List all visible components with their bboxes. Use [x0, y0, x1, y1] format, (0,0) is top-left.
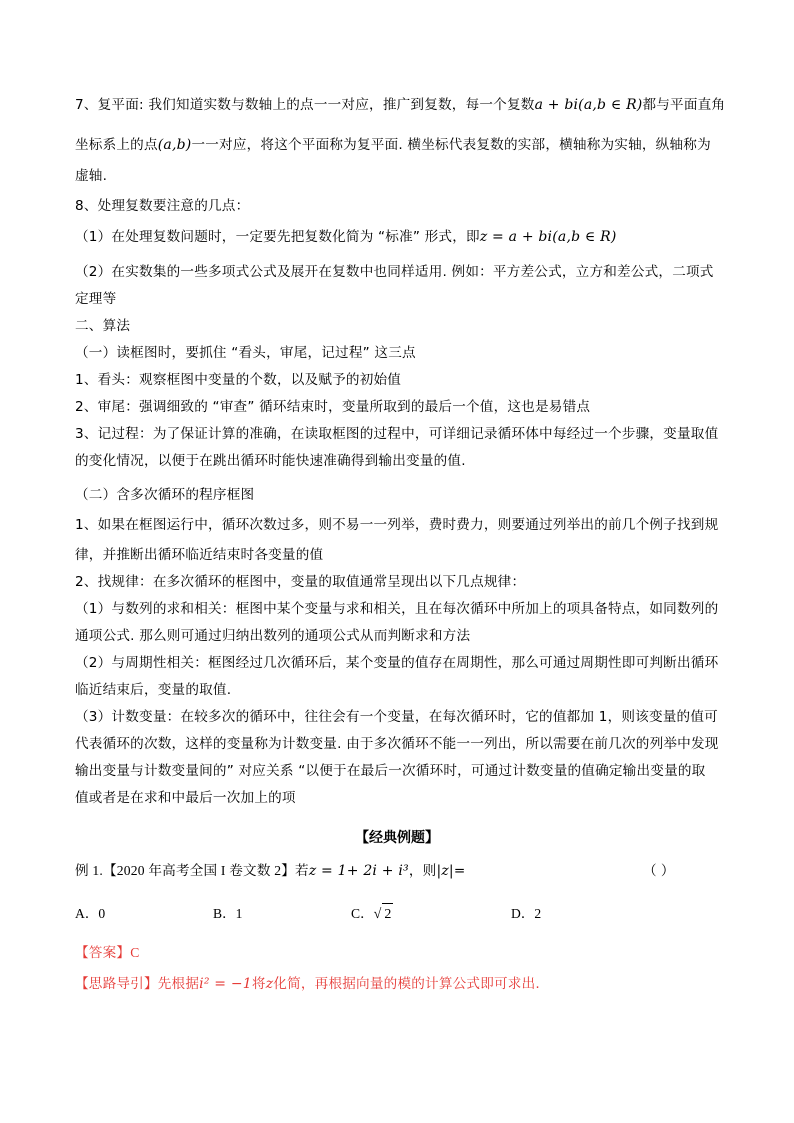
section8-item1-text: （1）在处理复数问题时，一定要先把复数化简为 “标准” 形式，即: [75, 229, 480, 245]
option-a: A．0: [75, 906, 106, 921]
section7-line2-a: 坐标系上的点: [75, 137, 158, 153]
algorithm-p3-line2: 的变化情况，以便于在跳出循环时能快速准确得到输出变量的值.: [75, 453, 466, 469]
section7-text-a: 7、复平面: 我们知道实数与数轴上的点一一对应，推广到复数，每一个复数: [75, 97, 535, 113]
option-d: D．2: [511, 906, 542, 921]
answer-label: 【答案】: [75, 945, 131, 961]
option-b: B．1: [213, 906, 243, 921]
option-c-label: C．: [351, 906, 374, 921]
option-c: [351, 903, 393, 926]
section8-item1: [75, 227, 725, 247]
algorithm-p2: 2、审尾：强调细致的 “审查” 循环结束时，变量所取到的最后一个值，这也是易错点: [75, 399, 591, 415]
standard-form-formula: z = a + bi(a,b ∈ R): [479, 229, 617, 245]
algorithm-r2-line2: 临近结束后，变量的取值.: [75, 682, 232, 698]
example1-formula: z = 1+ 2i + i³: [308, 863, 409, 879]
section7-line1: [75, 95, 725, 115]
section7-text-b: 都与平面直角: [642, 97, 726, 113]
algorithm-r1-line1: （1）与数列的求和相关：框图中某个变量与求和相关，且在每次循环中所加上的项具备特点，如同数列的: [75, 601, 719, 617]
point-formula: (a,b): [157, 137, 192, 153]
algorithm-r3-line1: （3）计数变量：在较多次的循环中，往往会有一个变量，在每次循环时，它的值都加 1，则该变量的值可: [75, 709, 718, 725]
hint-text-c: 化简，再根据向量的模的计算公式即可求出.: [273, 976, 540, 992]
section7-line3: 虚轴.: [75, 168, 108, 184]
algorithm-r3-line4: 值或者是在求和中最后一次加上的项: [75, 790, 296, 806]
example1-prefix: 例 1.【2020 年高考全国 I 卷文数 2】若: [75, 863, 309, 878]
algorithm-q1-line1: 1、如果在框图运行中，循环次数过多，则不易一一列举，费时费力，则要通过列举出的前几个例子找到规: [75, 517, 719, 533]
hint-z: z: [265, 976, 274, 992]
algorithm-r3-line3: 输出变量与计数变量间的” 对应关系 “以便于在最后一次循环时，可通过计数变量的值确定输出变量的取: [75, 763, 706, 779]
hint-text-a: 先根据: [157, 976, 200, 992]
hint-label: 【思路导引】: [75, 976, 158, 992]
example1-question: [75, 861, 725, 881]
hint-line: [75, 974, 725, 994]
equals-sign: =: [453, 863, 466, 879]
algorithm-r1-line2: 通项公式. 那么则可通过归纳出数列的通项公式从而判断求和方法: [75, 628, 471, 644]
algorithm-q2: 2、找规律：在多次循环的框图中，变量的取值通常呈现出以下几点规律：: [75, 574, 526, 590]
algorithm-p3-line1: 3、记过程：为了保证计算的准确，在读取框图的过程中，可详细记录循环体中每经过一个步骤，变量取值: [75, 426, 719, 442]
example1-then: ，则: [408, 863, 437, 879]
sqrt-symbol: √ 2: [374, 903, 394, 926]
answer-value: C: [130, 945, 140, 960]
complex-number-formula: a + bi(a,b ∈ R): [534, 97, 643, 113]
algorithm-r2-line1: （2）与周期性相关：框图经过几次循环后，某个变量的值存在周期性，那么可通过周期性即可判断出循环: [75, 655, 719, 671]
algorithm-p1: 1、看头：观察框图中变量的个数，以及赋予的初始值: [75, 372, 402, 388]
modulus-z: |z|: [436, 863, 454, 879]
answer-blank: （ ）: [643, 863, 675, 879]
algorithm-title: 二、算法: [75, 318, 131, 334]
algorithm-r3-line2: 代表循环的次数，这样的变量称为计数变量. 由于多次循环不能一一列出，所以需要在前几次的列举中发现: [75, 736, 719, 752]
hint-text-b: 将: [251, 976, 266, 992]
algorithm-q1-line2: 律，并推断出循环临近结束时各变量的值: [75, 547, 324, 563]
section7-line2: [75, 135, 725, 155]
algorithm-sub1: （一）读框图时，要抓住 “看头，审尾，记过程” 这三点: [75, 345, 416, 361]
algorithm-sub2: （二）含多次循环的程序框图: [75, 487, 255, 503]
hint-formula: i² = −1: [199, 976, 252, 992]
answer-line: [75, 943, 725, 963]
sqrt-radicand: 2: [382, 903, 393, 926]
section8-title: 8、处理复数要注意的几点：: [75, 198, 250, 214]
section8-item2-line2: 定理等: [75, 291, 117, 307]
section7-line2-b: 一一对应，将这个平面称为复平面. 横坐标代表复数的实部，横轴称为实轴，纵轴称为: [191, 137, 711, 153]
section8-item2-line1: （2）在实数集的一些多项式公式及展开在复数中也同样适用. 例如：平方差公式，立方和差公式，二项式: [75, 264, 714, 280]
examples-heading: 【经典例题】: [355, 830, 439, 846]
